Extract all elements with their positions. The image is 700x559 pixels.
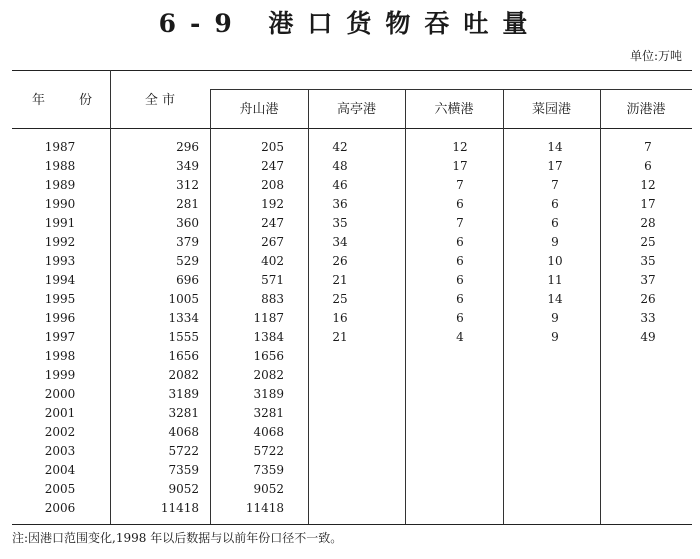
table-row [0,271,700,290]
cell-liuheng: 17 [452,159,468,173]
cell-zhoushan: 5722 [253,444,284,458]
cell-caiyuan: 6 [551,197,559,211]
cell-zhoushan: 3281 [253,406,284,420]
cell-zhoushan: 208 [261,178,284,192]
cell-year: 1994 [44,273,76,287]
table-row [0,366,700,385]
table-row [0,214,700,233]
table-row [0,157,700,176]
cell-city-total: 296 [176,140,199,154]
cell-year: 1999 [44,368,76,382]
cell-city-total: 4068 [168,425,199,439]
cell-ligang: 26 [640,292,656,306]
table-row [0,309,700,328]
cell-ligang: 6 [644,159,652,173]
cell-city-total: 2082 [168,368,199,382]
header-caiyuan: 菜园港 [531,102,571,117]
cell-city-total: 3281 [168,406,199,420]
header-city-total: 全 市 [144,93,176,108]
cell-caiyuan: 17 [547,159,563,173]
cell-city-total: 360 [176,216,199,230]
cell-year: 1995 [44,292,76,306]
cell-zhoushan: 1384 [253,330,284,344]
cell-ligang: 35 [640,254,656,268]
header-bottom-rule [12,128,692,129]
cell-ligang: 37 [640,273,656,287]
cell-ligang: 17 [640,197,656,211]
header-year [12,93,110,109]
cell-ligang: 49 [640,330,656,344]
cell-year: 2000 [44,387,76,401]
cell-caiyuan: 14 [547,140,563,154]
table-row [0,138,700,157]
cell-caiyuan: 10 [547,254,563,268]
cell-liuheng: 6 [456,311,464,325]
cell-caiyuan: 9 [551,311,559,325]
unit-label: 单位:万吨 [629,49,682,63]
cell-year: 1990 [44,197,76,211]
cell-year: 2002 [44,425,76,439]
table-row [0,423,700,442]
cell-year: 1987 [44,140,76,154]
cell-zhoushan: 247 [261,216,284,230]
cell-zhoushan: 192 [261,197,284,211]
cell-gaoting: 21 [332,330,348,344]
cell-zhoushan: 205 [261,140,284,154]
cell-zhoushan: 571 [261,273,284,287]
cell-liuheng: 6 [456,197,464,211]
cell-ligang: 12 [640,178,656,192]
cell-zhoushan: 3189 [253,387,284,401]
cell-year: 2004 [44,463,76,477]
cell-year: 2003 [44,444,76,458]
cell-liuheng: 12 [452,140,468,154]
table-row [0,404,700,423]
cell-caiyuan: 14 [547,292,563,306]
cell-city-total: 11418 [160,501,199,515]
cell-ligang: 33 [640,311,656,325]
cell-liuheng: 6 [456,292,464,306]
header-gaoting: 高亭港 [336,102,376,117]
cell-year: 1992 [44,235,76,249]
cell-zhoushan: 1187 [253,311,284,325]
cell-year: 1998 [44,349,76,363]
table-row [0,328,700,347]
cell-year: 1989 [44,178,76,192]
cell-city-total: 312 [176,178,199,192]
cell-gaoting: 26 [332,254,348,268]
cell-liuheng: 6 [456,254,464,268]
page-title: 6-9 港口货物吞吐量 [158,9,542,38]
table-row [0,442,700,461]
cell-city-total: 1005 [168,292,199,306]
cell-gaoting: 46 [332,178,348,192]
cell-city-total: 1656 [168,349,199,363]
cell-year: 2006 [44,501,76,515]
cell-zhoushan: 4068 [253,425,284,439]
table-row [0,252,700,271]
header-zhoushan: 舟山港 [239,102,279,117]
table-bottom-rule [12,524,692,525]
cell-city-total: 3189 [168,387,199,401]
table-row [0,461,700,480]
cell-city-total: 379 [176,235,199,249]
table-row [0,385,700,404]
table-row [0,195,700,214]
cell-zhoushan: 9052 [253,482,284,496]
cell-caiyuan: 9 [551,235,559,249]
header-year-char: 份 [79,93,93,108]
cell-year: 1988 [44,159,76,173]
cell-zhoushan: 2082 [253,368,284,382]
cell-city-total: 1334 [168,311,199,325]
cell-year: 1991 [44,216,76,230]
table-row [0,480,700,499]
cell-gaoting: 35 [332,216,348,230]
cell-gaoting: 48 [332,159,348,173]
table-row [0,290,700,309]
header-liuheng: 六横港 [434,102,474,117]
cell-liuheng: 6 [456,273,464,287]
cell-caiyuan: 7 [551,178,559,192]
cell-city-total: 349 [176,159,199,173]
header-year-char: 年 [32,93,46,108]
cell-liuheng: 7 [456,178,464,192]
cell-gaoting: 34 [332,235,348,249]
port-header-top-rule [210,89,692,90]
table-body [0,138,700,518]
cell-gaoting: 25 [332,292,348,306]
cell-ligang: 28 [640,216,656,230]
cell-ligang: 7 [644,140,652,154]
cell-city-total: 9052 [168,482,199,496]
cell-liuheng: 6 [456,235,464,249]
cell-zhoushan: 402 [261,254,284,268]
table-row [0,499,700,518]
cell-zhoushan: 11418 [245,501,284,515]
cell-city-total: 529 [176,254,199,268]
cell-zhoushan: 883 [261,292,284,306]
table-row [0,176,700,195]
cell-zhoushan: 1656 [253,349,284,363]
cell-year: 1997 [44,330,76,344]
cell-city-total: 696 [176,273,199,287]
table-top-rule [12,70,692,71]
cell-ligang: 25 [640,235,656,249]
cell-city-total: 1555 [168,330,199,344]
footnote: 注:因港口范围变化,1998 年以后数据与以前年份口径不一致。 [12,531,343,545]
cell-zhoushan: 7359 [253,463,284,477]
cell-zhoushan: 267 [261,235,284,249]
cell-liuheng: 7 [456,216,464,230]
cell-zhoushan: 247 [261,159,284,173]
table-row [0,347,700,366]
cell-city-total: 5722 [168,444,199,458]
cell-year: 1993 [44,254,76,268]
cell-city-total: 281 [176,197,199,211]
cell-gaoting: 16 [332,311,348,325]
header-ligang: 沥港港 [626,102,666,117]
cell-liuheng: 4 [456,330,464,344]
cell-caiyuan: 6 [551,216,559,230]
cell-city-total: 7359 [168,463,199,477]
cell-year: 2001 [44,406,76,420]
cell-gaoting: 21 [332,273,348,287]
cell-gaoting: 42 [332,140,348,154]
cell-caiyuan: 11 [547,273,563,287]
cell-year: 2005 [44,482,76,496]
table-row [0,233,700,252]
cell-year: 1996 [44,311,76,325]
cell-caiyuan: 9 [551,330,559,344]
cell-gaoting: 36 [332,197,348,211]
